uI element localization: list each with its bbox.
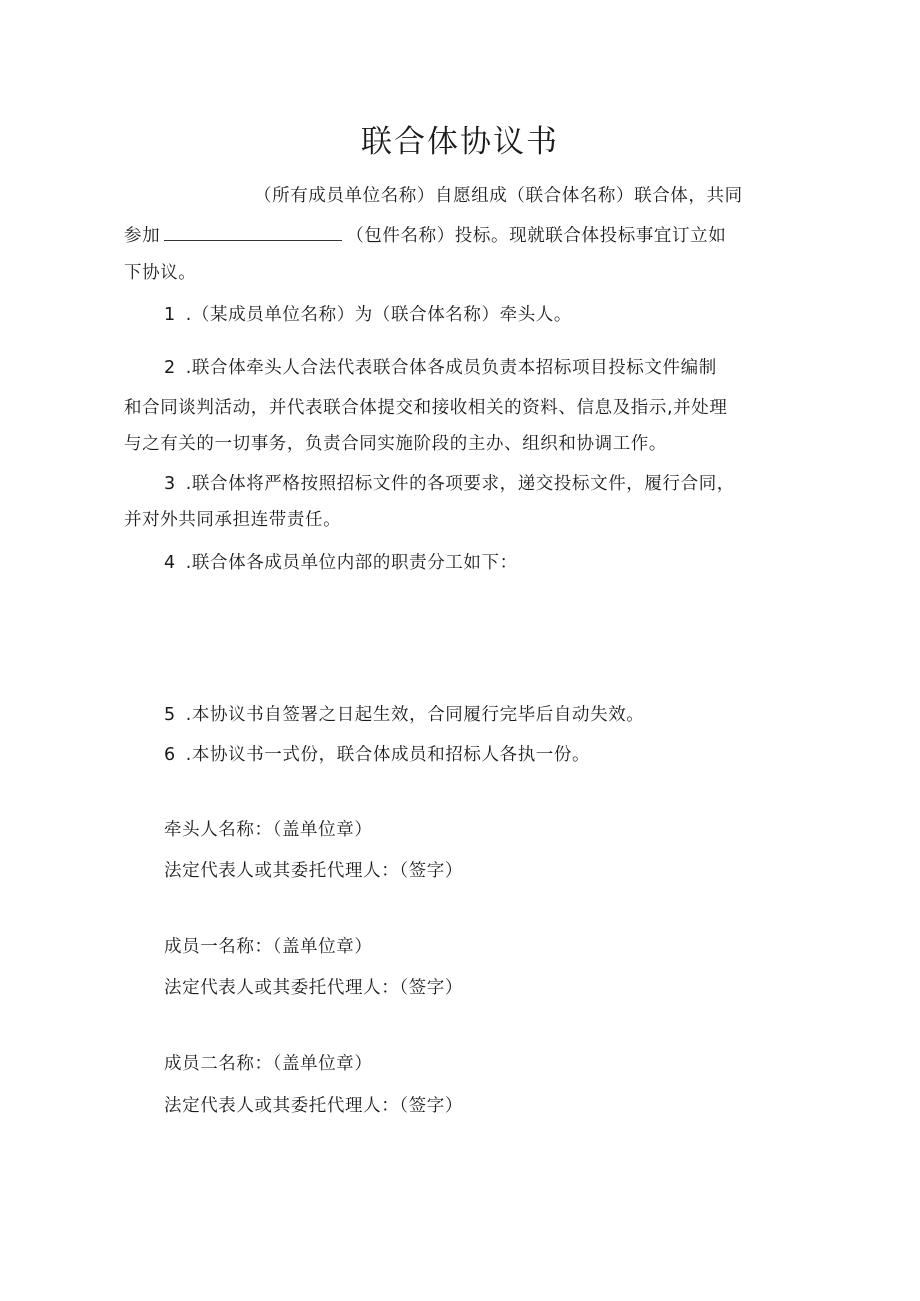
- intro-line-1: （所有成员单位名称）自愿组成（联合体名称）联合体，共同: [254, 186, 743, 206]
- clause-3: [164, 472, 735, 496]
- member-1-name-label: 成员一名称：（盖单位章）: [164, 937, 373, 957]
- clause-number: 6: [164, 745, 176, 765]
- intro-line-2-suffix: （包件名称）投标。现就联合体投标事宜订立如: [346, 226, 727, 246]
- clause-number: 1: [164, 305, 176, 325]
- document-title: 联合体协议书: [361, 124, 559, 160]
- intro-line-2: [124, 224, 726, 248]
- member-2-name-label: 成员二名称：（盖单位章）: [164, 1054, 373, 1074]
- clause-5: [164, 703, 644, 727]
- clause-4: [164, 551, 518, 575]
- clause-2-line-3: 与之有关的一切事务，负责合同实施阶段的主办、组织和协调工作。: [124, 434, 667, 454]
- clause-3-line-2: 并对外共同承担连带责任。: [124, 510, 342, 530]
- lead-member-name-label: 牵头人名称：（盖单位章）: [164, 820, 373, 840]
- clause-1: [164, 303, 572, 327]
- clause-2-line-2: 和合同谈判活动，并代表联合体提交和接收相关的资料、信息及指示,并处理: [124, 398, 728, 418]
- clause-text: .联合体将严格按照招标文件的各项要求，递交投标文件，履行合同，: [185, 474, 735, 494]
- intro-line-3: 下协议。: [124, 263, 197, 283]
- clause-text: .（某成员单位名称）为（联合体名称）牵头人。: [185, 305, 572, 325]
- lead-member-rep-label: 法定代表人或其委托代理人：（签字）: [164, 861, 463, 881]
- clause-number: 2: [164, 358, 176, 378]
- clause-text: .本协议书自签署之日起生效，合同履行完毕后自动失效。: [185, 705, 645, 725]
- clause-text: .联合体牵头人合法代表联合体各成员负责本招标项目投标文件编制: [185, 358, 717, 378]
- intro-line-2-prefix: 参加: [124, 226, 161, 246]
- clause-number: 4: [164, 553, 176, 573]
- member-2-rep-label: 法定代表人或其委托代理人：（签字）: [164, 1096, 463, 1116]
- clause-number: 5: [164, 705, 176, 725]
- clause-text: .联合体各成员单位内部的职责分工如下：: [185, 553, 518, 573]
- package-name-blank: [164, 224, 342, 241]
- member-1-rep-label: 法定代表人或其委托代理人：（签字）: [164, 978, 463, 998]
- clause-2: [164, 356, 717, 380]
- clause-number: 3: [164, 474, 176, 494]
- clause-text: .本协议书一式份，联合体成员和招标人各执一份。: [185, 745, 591, 765]
- clause-6: [164, 743, 590, 767]
